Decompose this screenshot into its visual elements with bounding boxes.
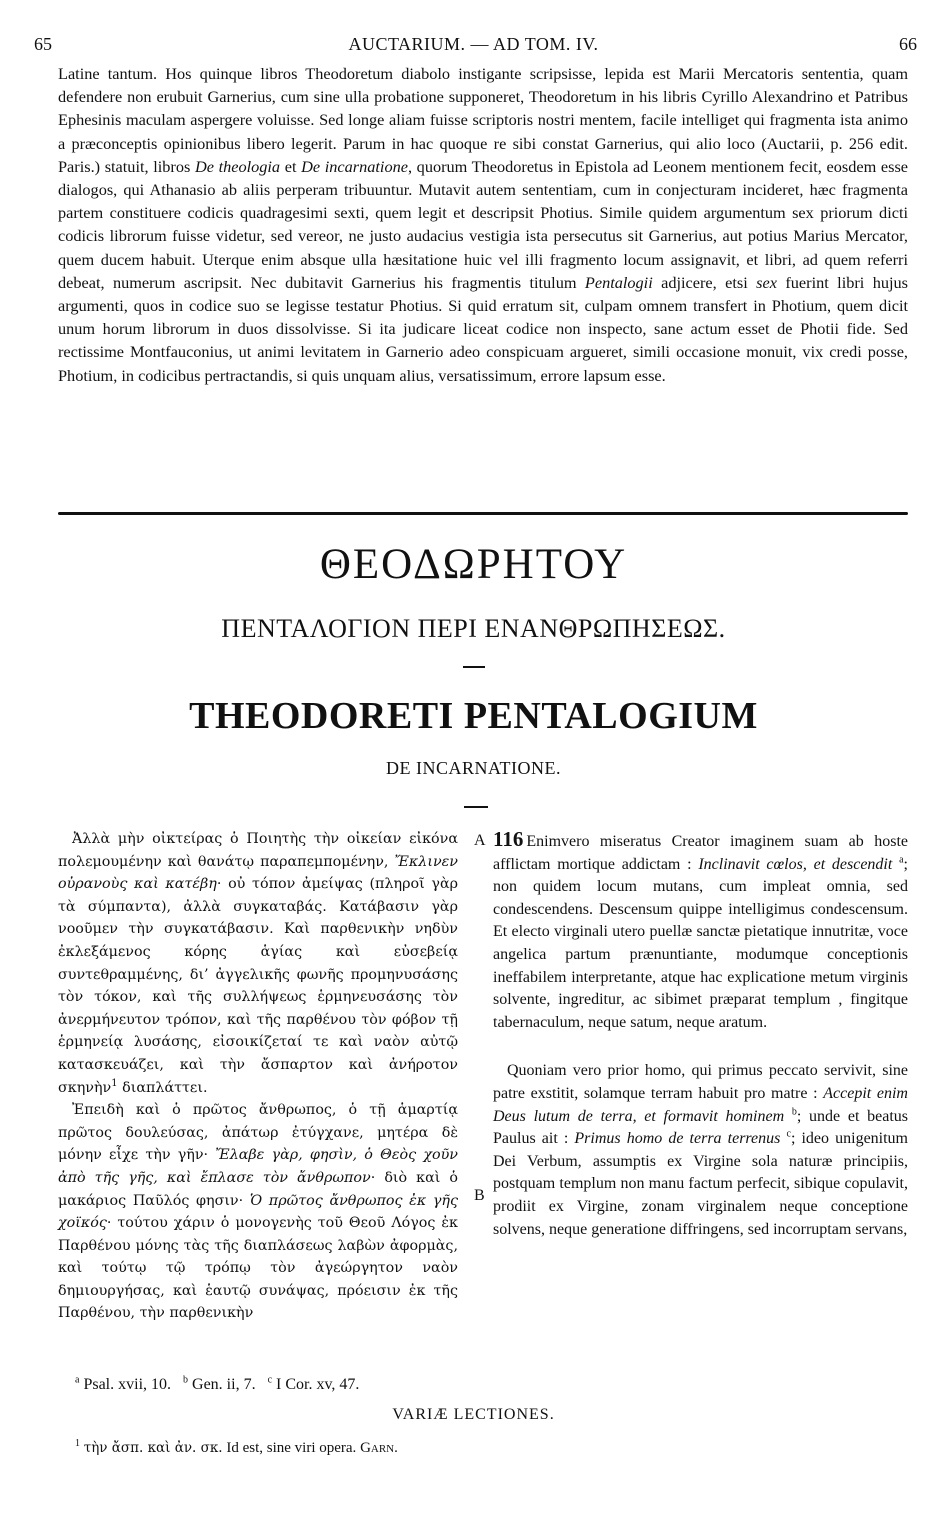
variant-source: Garn. — [360, 1440, 398, 1456]
footnote-text: Gen. ii, 7. — [192, 1376, 256, 1393]
greek-paragraph — [58, 1099, 458, 1325]
footnote-marker: c — [786, 1128, 791, 1140]
greek-text: · τούτου χάριν ὁ μονογενὴς τοῦ Θεοῦ Λόγος ἐκ Παρθένου μόνης τὰς τῆς διαπλάσεως λαβὼν ἀφορμὰς, καὶ τούτῳ τῷ τρόπῳ τὸν ἀγεώργητον ναὸν δημιουργήσας, καὶ ἑαυτῷ συνάψας, πρόεισιν ἐκ τῆς Παρθένου, τὴν παρθενικὴν — [58, 1215, 458, 1322]
latin-column — [493, 828, 908, 1241]
page-number-left: 65 — [34, 34, 52, 54]
title-dash — [463, 666, 485, 668]
section-divider — [58, 512, 908, 515]
latin-work-title: THEODORETI PENTALOGIUM — [189, 695, 758, 737]
running-header — [30, 34, 917, 58]
footnote-mark: b — [183, 1374, 189, 1386]
intro-text: , quorum Theodoretus in Epistola ad Leonem mentionem fecit, eosdem esse dialogos, qui Athanasio ab aliis perperam tribuuntur. Mutavit autem sententiam, cum in conjecturam incideret, hæc fragmenta partem constituere codicis quadragesimi sexti, quem legit et descripsit Photius. Simile quidem argumentum sex priorum dicti codicis librorum fuisse videtur, sed vereor, ne justo audacius vestigia ista persecutus sit Garnerius, aut potius Marius Mercator, quem ducem habuit. Uterque enim absque ulla hæsitatione huic vel illi fragmento locum assignavit, et libri, ad quem referri debeat, numerum ascripsit. Nec dubitavit Garnerius his fragmentis titulum — [58, 156, 909, 292]
greek-text: · οὐ τόπον ἀμείψας (πληροῖ γὰρ τὰ σύμπαντα), ἀλλὰ συγκαταβάς. Κατάβασιν γὰρ νοοῦμεν τὴν συγκατάβασιν. Καὶ παρθενικὴν νηδὺν ἐκλεξάμενος κόρης ἁγίας καὶ εὐσεβείᾳ συντεθραμμένης, δι’ ἀγγελικῆς φωνῆς προμηνυσάσης τὸν τόκον, καὶ τῆς συλλήψεως ἑρμηνευσάσης τὸν ἀνερμήνευτον τρόπον, καὶ τῆς παρθένου τὸν φόβον τῇ ἑρμηνείᾳ λυσάσης, εἰσοικίζεταί τε καὶ ναὸν αὐτῷ κατασκευάζει, καὶ τὴν ἄσπαρτον καὶ ἀνήροτον σκηνὴν — [58, 876, 458, 1096]
latin-quote: Accepit enim Deus lutum de terra, et formavit hominem — [493, 1084, 908, 1125]
latin-text: Quoniam vero prior homo, qui primus peccato servivit, sine patre exstitit, solamque terram habuit pro matre : — [493, 1062, 908, 1102]
intro-text: fuerint libri hujus argumenti, quos in codice suo se legisse testatur Photius. Si quid erratum sit, culpam omnem transfert in Photium, quem dicit unum horum librorum in duos dissolvisse. Si ita judicare liceat codice non inspecto, sane actum esset de Photii fide. Sed rectissime Montfauconius, ut animi levitatem in Garnerio adeo conspicuam argueret, simili occasione monuit, vix credi posse, Photium, in codicibus pertractandis, si quis unquam alius, versatissimum, errore lapsum esse. — [58, 272, 908, 385]
column-number: 116 — [493, 827, 524, 851]
footnote-mark: a — [75, 1374, 80, 1386]
page-number-right: 66 — [899, 34, 917, 54]
intro-text: adjicere, etsi — [652, 272, 757, 292]
greek-paragraph — [58, 828, 458, 1099]
latin-text: ; unde et beatus Paulus ait : — [493, 1107, 908, 1148]
running-title: AUCTARIUM. — AD TOM. IV. — [348, 34, 599, 54]
greek-text: Ἀλλὰ μὴν οἰκτείρας ὁ Ποιητὴς τὴν οἰκείαν εἰκόνα πολεμουμένην καὶ θανάτῳ παραπεμπομένην, — [58, 831, 458, 870]
variant-note — [75, 1440, 398, 1457]
variae-lectiones-heading: VARIÆ LECTIONES. — [392, 1406, 555, 1423]
greek-quote: Ἔλαβε γὰρ, φησὶν, ὁ Θεὸς χοῦν ἀπὸ τῆς γῆς, καὶ ἔπλασε τὸν ἄνθρωπον — [58, 1147, 458, 1186]
latin-text: Enimvero miseratus Creator imaginem suam ab hoste afflictam mortique addictam : — [493, 833, 908, 873]
variant-number: 1 — [75, 1438, 80, 1449]
greek-column — [58, 828, 458, 1325]
intro-italic: De theologia — [194, 156, 281, 176]
greek-quote: Ἔκλινεν οὐρανοὺς καὶ κατέβη — [58, 853, 458, 893]
greek-author-title: ΘΕΟΔΩΡΗΤΟΥ — [319, 541, 628, 588]
margin-letter-b: B — [474, 1187, 485, 1204]
greek-work-title: ΠΕΝΤΑΛΟΓΙΟΝ ΠΕΡΙ ΕΝΑΝΘΡΩΠΗΣΕΩΣ. — [221, 614, 726, 643]
footnote-marker: a — [899, 854, 904, 866]
variant-greek: τὴν ἄσπ. καὶ ἀν. σκ. — [83, 1440, 223, 1456]
latin-paragraph — [493, 1060, 908, 1241]
latin-quote: Primus homo de terra terrenus — [574, 1130, 781, 1148]
intro-text: et — [280, 156, 302, 176]
greek-text: Ἐπειδὴ καὶ ὁ πρῶτος ἄνθρωπος, ὁ τῇ ἁμαρτίᾳ πρῶτος δουλεύσας, ἀπάτωρ ἐτύγχανε, μητέρα δὲ μόνην εἶχε τὴν γῆν· — [58, 1102, 458, 1164]
intro-italic: sex — [756, 272, 777, 292]
latin-text: ; ideo unigenitum Dei Verbum, assumptis ex Virgine sola naturæ principiis, postquam templum non manu factum perfecit, sibique copulavit, prodiit ex Virgine, zonam virginalem neque conceptione solvens, neque generatione diffringens, sed incorruptam servans, — [493, 1130, 908, 1238]
latin-text: ; non quidem locum mutans, cum impleat omnia, sed condescendens. Descensum quippe intelligimus condescensum. Et electo virginali utero puellæ sanctæ pietatique innutritæ, voce angelica partum prænuntiante, modumque conceptionis ineffabilem interpretante, atque hac explicatione metum virginis solvente, ingreditur, ac sibimet præparat templum , fingitque tabernaculum, neque satum, neque aratum. — [493, 855, 908, 1031]
greek-quote: Ὁ πρῶτος ἄνθρωπος ἐκ γῆς χοϊκός — [58, 1192, 458, 1232]
latin-paragraph — [493, 828, 908, 1034]
subtitle-dash — [464, 806, 488, 808]
latin-subtitle: DE INCARNATIONE. — [386, 758, 561, 778]
variant-latin: Id est, sine viri opera. — [222, 1440, 361, 1456]
greek-text: διαπλάττει. — [117, 1079, 208, 1096]
variant-marker: 1 — [111, 1077, 118, 1089]
margin-letter-a: A — [474, 832, 486, 849]
footnote-mark: c — [267, 1374, 273, 1386]
footnote-text: Psal. xvii, 10. — [83, 1376, 172, 1393]
latin-quote: Inclinavit cœlos, et descendit — [698, 855, 893, 873]
footnotes — [75, 1376, 359, 1394]
intro-paragraph — [58, 62, 908, 387]
greek-text: · διὸ καὶ ὁ μακάριος Παῦλός φησιν· — [58, 1169, 459, 1209]
footnote-marker: b — [791, 1106, 797, 1118]
intro-text: Latine tantum. Hos quinque libros Theodoretum diabolo instigante scripsisse, lepida est Marii Mercatoris sententia, quam defendere non erubuit Garnerius, cum sine ulla probatione supponeret, Theodoretum in his libris Cyrillo Alexandrino et Patribus Ephesinis maculam aspergere voluisse. Sed longe aliam fuisse scriptoris nostri mentem, facile intelliget qui fragmenta ista animo a præconceptis opinionibus libero legerit. Parum in hac quoque re sibi constat Garnerius, qui alio loco (Auctarii, p. 256 edit. Paris.) statuit, libros — [58, 64, 908, 176]
footnote-text: I Cor. xv, 47. — [276, 1376, 360, 1393]
intro-italic: De incarnatione — [301, 156, 408, 176]
intro-italic: Pentalogii — [584, 272, 653, 292]
